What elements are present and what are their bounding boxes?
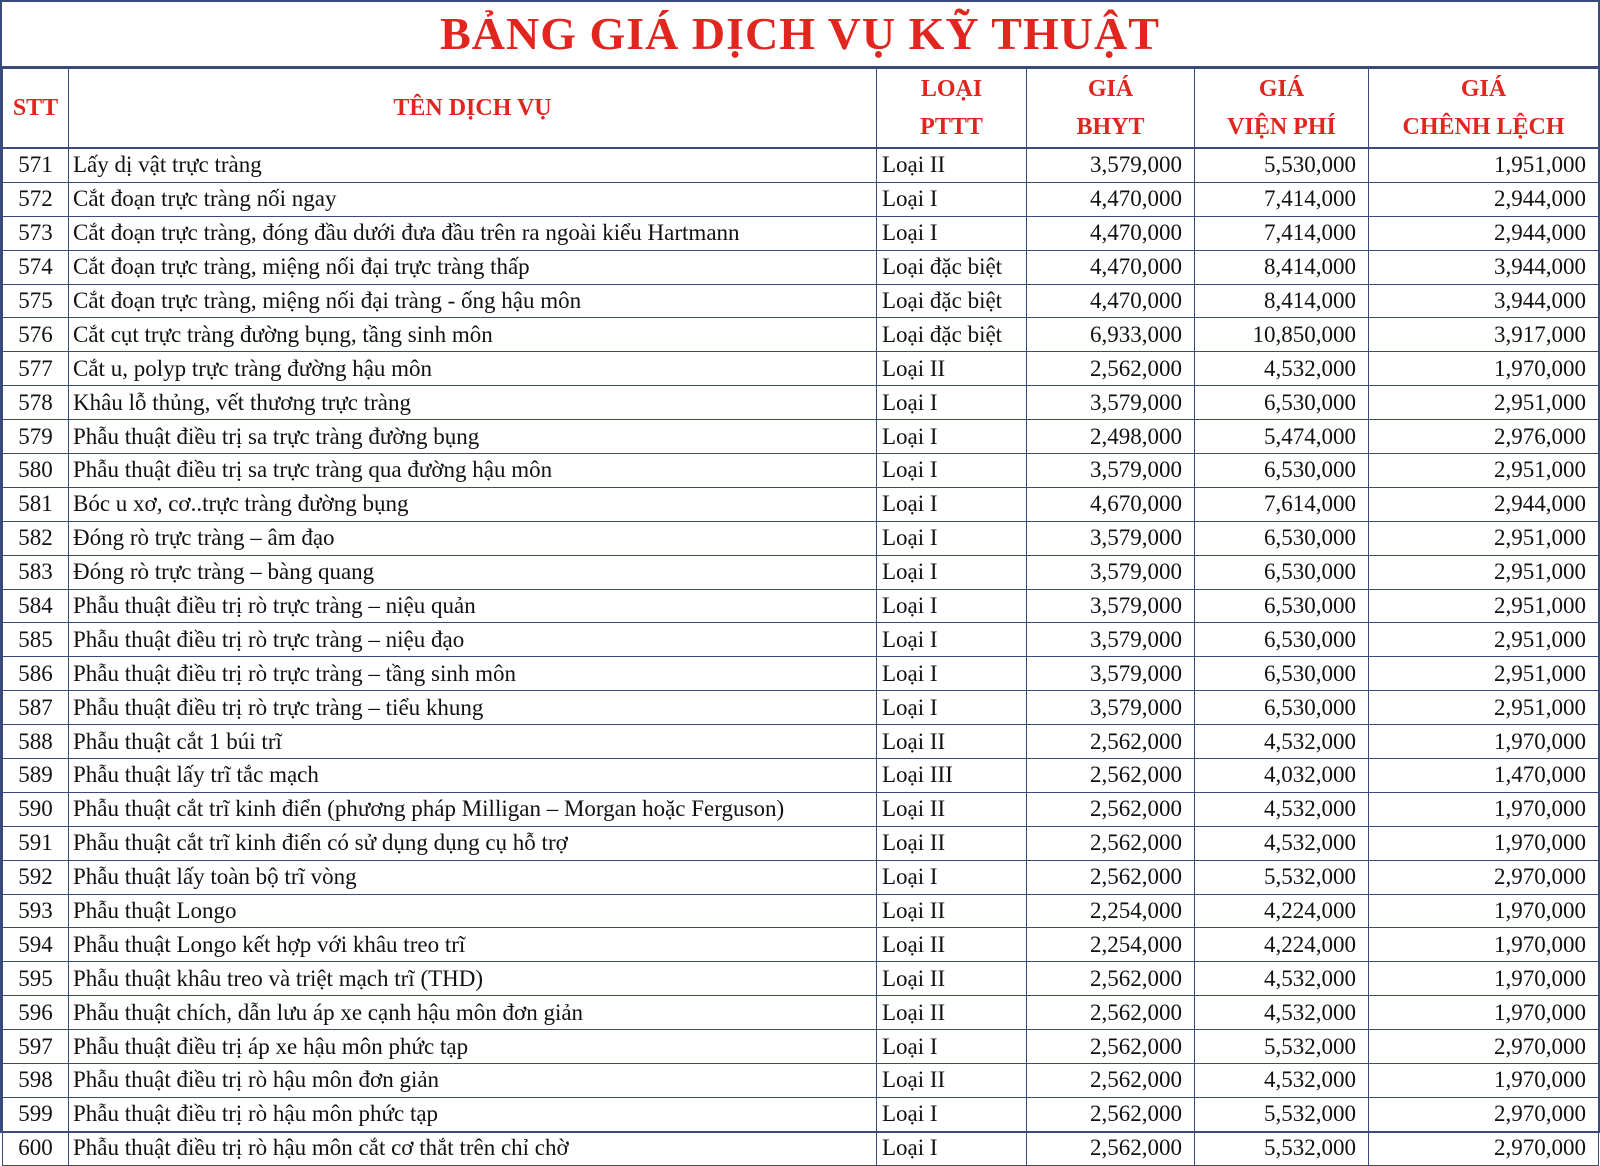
- cell-gia-bhyt: 2,498,000: [1027, 420, 1195, 454]
- column-header-loai-pttt: [877, 69, 1027, 149]
- cell-gia-bhyt: 4,470,000: [1027, 250, 1195, 284]
- cell-loai-pttt: Loại đặc biệt: [877, 318, 1027, 352]
- table-row: [3, 420, 1599, 454]
- cell-gia-bhyt: 2,562,000: [1027, 759, 1195, 793]
- table-row: [3, 860, 1599, 894]
- cell-loai-pttt: Loại II: [877, 725, 1027, 759]
- column-header-gia-vien-phi: [1195, 69, 1369, 149]
- cell-gia-vien-phi: 6,530,000: [1195, 589, 1369, 623]
- cell-stt: 581: [3, 487, 69, 521]
- cell-gia-chenh-lech: 2,951,000: [1369, 555, 1599, 589]
- cell-loai-pttt: Loại I: [877, 555, 1027, 589]
- cell-stt: 592: [3, 860, 69, 894]
- cell-stt: 587: [3, 691, 69, 725]
- table-row: [3, 555, 1599, 589]
- cell-gia-chenh-lech: 2,951,000: [1369, 454, 1599, 488]
- cell-gia-chenh-lech: 2,976,000: [1369, 420, 1599, 454]
- cell-loai-pttt: Loại II: [877, 962, 1027, 996]
- cell-gia-bhyt: 2,562,000: [1027, 792, 1195, 826]
- cell-ten-dich-vu: Phẫu thuật chích, dẫn lưu áp xe cạnh hậu môn đơn giản: [69, 996, 877, 1030]
- cell-gia-vien-phi: 7,614,000: [1195, 487, 1369, 521]
- cell-gia-vien-phi: 8,414,000: [1195, 250, 1369, 284]
- cell-gia-bhyt: 6,933,000: [1027, 318, 1195, 352]
- cell-gia-chenh-lech: 1,970,000: [1369, 928, 1599, 962]
- cell-ten-dich-vu: Phẫu thuật lấy toàn bộ trĩ vòng: [69, 860, 877, 894]
- cell-ten-dich-vu: Phẫu thuật điều trị rò trực tràng – niệu quản: [69, 589, 877, 623]
- cell-loai-pttt: Loại I: [877, 1131, 1027, 1165]
- cell-ten-dich-vu: Phẫu thuật điều trị sa trực tràng đường bụng: [69, 420, 877, 454]
- cell-gia-bhyt: 2,562,000: [1027, 1030, 1195, 1064]
- cell-gia-chenh-lech: 1,970,000: [1369, 725, 1599, 759]
- cell-gia-bhyt: 2,562,000: [1027, 996, 1195, 1030]
- table-row: [3, 826, 1599, 860]
- table-row: [3, 623, 1599, 657]
- cell-gia-bhyt: 4,670,000: [1027, 487, 1195, 521]
- cell-stt: 576: [3, 318, 69, 352]
- cell-ten-dich-vu: Lấy dị vật trực tràng: [69, 148, 877, 182]
- table-row: [3, 589, 1599, 623]
- cell-gia-vien-phi: 10,850,000: [1195, 318, 1369, 352]
- cell-gia-vien-phi: 5,532,000: [1195, 860, 1369, 894]
- table-row: [3, 318, 1599, 352]
- cell-gia-bhyt: 3,579,000: [1027, 657, 1195, 691]
- table-row: [3, 250, 1599, 284]
- cell-stt: 597: [3, 1030, 69, 1064]
- cell-gia-chenh-lech: 1,951,000: [1369, 148, 1599, 182]
- cell-gia-vien-phi: 6,530,000: [1195, 623, 1369, 657]
- cell-stt: 578: [3, 386, 69, 420]
- cell-stt: 598: [3, 1064, 69, 1098]
- cell-loai-pttt: Loại II: [877, 826, 1027, 860]
- cell-gia-bhyt: 2,562,000: [1027, 826, 1195, 860]
- cell-gia-chenh-lech: 3,944,000: [1369, 250, 1599, 284]
- cell-gia-vien-phi: 6,530,000: [1195, 555, 1369, 589]
- cell-gia-vien-phi: 4,532,000: [1195, 792, 1369, 826]
- cell-stt: 580: [3, 454, 69, 488]
- cell-gia-chenh-lech: 1,970,000: [1369, 352, 1599, 386]
- cell-stt: 600: [3, 1131, 69, 1165]
- cell-gia-chenh-lech: 1,970,000: [1369, 826, 1599, 860]
- table-row: [3, 1131, 1599, 1165]
- column-header-loai-line2: PTTT: [920, 114, 983, 140]
- cell-gia-bhyt: 3,579,000: [1027, 454, 1195, 488]
- cell-gia-chenh-lech: 1,470,000: [1369, 759, 1599, 793]
- cell-loai-pttt: Loại I: [877, 454, 1027, 488]
- page-title: BẢNG GIÁ DỊCH VỤ KỸ THUẬT: [2, 2, 1598, 68]
- cell-stt: 591: [3, 826, 69, 860]
- table-row: [3, 284, 1599, 318]
- table-row: [3, 1064, 1599, 1098]
- table-row: [3, 216, 1599, 250]
- cell-loai-pttt: Loại II: [877, 148, 1027, 182]
- cell-gia-bhyt: 2,254,000: [1027, 894, 1195, 928]
- column-header-loai-line1: LOẠI: [920, 75, 983, 102]
- cell-stt: 589: [3, 759, 69, 793]
- cell-gia-bhyt: 3,579,000: [1027, 386, 1195, 420]
- cell-gia-bhyt: 2,562,000: [1027, 352, 1195, 386]
- cell-gia-bhyt: 3,579,000: [1027, 691, 1195, 725]
- cell-gia-vien-phi: 6,530,000: [1195, 691, 1369, 725]
- cell-gia-bhyt: 2,562,000: [1027, 1131, 1195, 1165]
- column-header-ten-dich-vu: TÊN DỊCH VỤ: [69, 69, 877, 149]
- cell-gia-vien-phi: 6,530,000: [1195, 657, 1369, 691]
- cell-gia-vien-phi: 4,532,000: [1195, 826, 1369, 860]
- price-table: [2, 68, 1599, 1166]
- cell-gia-bhyt: 3,579,000: [1027, 623, 1195, 657]
- cell-gia-vien-phi: 6,530,000: [1195, 521, 1369, 555]
- cell-gia-chenh-lech: 1,970,000: [1369, 1064, 1599, 1098]
- table-row: [3, 928, 1599, 962]
- cell-ten-dich-vu: Cắt u, polyp trực tràng đường hậu môn: [69, 352, 877, 386]
- cell-gia-chenh-lech: 2,951,000: [1369, 691, 1599, 725]
- cell-stt: 596: [3, 996, 69, 1030]
- column-header-gia-bhyt: [1027, 69, 1195, 149]
- cell-gia-chenh-lech: 1,970,000: [1369, 792, 1599, 826]
- table-header-row: [3, 69, 1599, 149]
- table-row: [3, 386, 1599, 420]
- cell-gia-vien-phi: 8,414,000: [1195, 284, 1369, 318]
- cell-gia-vien-phi: 5,532,000: [1195, 1097, 1369, 1131]
- cell-loai-pttt: Loại III: [877, 759, 1027, 793]
- cell-ten-dich-vu: Phẫu thuật khâu treo và triệt mạch trĩ (THD): [69, 962, 877, 996]
- cell-gia-bhyt: 3,579,000: [1027, 148, 1195, 182]
- cell-ten-dich-vu: Cắt cụt trực tràng đường bụng, tầng sinh môn: [69, 318, 877, 352]
- cell-stt: 584: [3, 589, 69, 623]
- cell-ten-dich-vu: Đóng rò trực tràng – âm đạo: [69, 521, 877, 555]
- cell-gia-vien-phi: 4,532,000: [1195, 1064, 1369, 1098]
- cell-gia-bhyt: 3,579,000: [1027, 555, 1195, 589]
- cell-gia-chenh-lech: 3,917,000: [1369, 318, 1599, 352]
- cell-loai-pttt: Loại II: [877, 1064, 1027, 1098]
- cell-stt: 579: [3, 420, 69, 454]
- cell-gia-chenh-lech: 2,951,000: [1369, 623, 1599, 657]
- cell-gia-chenh-lech: 3,944,000: [1369, 284, 1599, 318]
- cell-loai-pttt: Loại I: [877, 1030, 1027, 1064]
- table-row: [3, 725, 1599, 759]
- cell-loai-pttt: Loại I: [877, 420, 1027, 454]
- table-row: [3, 1030, 1599, 1064]
- table-row: [3, 487, 1599, 521]
- cell-gia-vien-phi: 5,530,000: [1195, 148, 1369, 182]
- cell-gia-bhyt: 4,470,000: [1027, 182, 1195, 216]
- table-row: [3, 691, 1599, 725]
- cell-ten-dich-vu: Phẫu thuật cắt 1 búi trĩ: [69, 725, 877, 759]
- cell-gia-vien-phi: 4,532,000: [1195, 352, 1369, 386]
- cell-gia-bhyt: 3,579,000: [1027, 589, 1195, 623]
- cell-gia-chenh-lech: 1,970,000: [1369, 962, 1599, 996]
- table-row: [3, 454, 1599, 488]
- cell-loai-pttt: Loại I: [877, 216, 1027, 250]
- cell-gia-vien-phi: 7,414,000: [1195, 216, 1369, 250]
- cell-gia-bhyt: 2,254,000: [1027, 928, 1195, 962]
- cell-gia-chenh-lech: 2,970,000: [1369, 1131, 1599, 1165]
- cell-ten-dich-vu: Phẫu thuật Longo: [69, 894, 877, 928]
- cell-gia-bhyt: 2,562,000: [1027, 962, 1195, 996]
- cell-gia-bhyt: 3,579,000: [1027, 521, 1195, 555]
- cell-gia-vien-phi: 4,224,000: [1195, 894, 1369, 928]
- cell-loai-pttt: Loại I: [877, 521, 1027, 555]
- cell-gia-vien-phi: 4,532,000: [1195, 962, 1369, 996]
- cell-ten-dich-vu: Cắt đoạn trực tràng, miệng nối đại trực tràng thấp: [69, 250, 877, 284]
- cell-gia-bhyt: 2,562,000: [1027, 1064, 1195, 1098]
- cell-stt: 574: [3, 250, 69, 284]
- cell-gia-chenh-lech: 2,951,000: [1369, 386, 1599, 420]
- cell-ten-dich-vu: Phẫu thuật điều trị rò hậu môn cắt cơ thắt trên chỉ chờ: [69, 1131, 877, 1165]
- cell-loai-pttt: Loại I: [877, 691, 1027, 725]
- table-row: [3, 1097, 1599, 1131]
- cell-stt: 582: [3, 521, 69, 555]
- cell-stt: 595: [3, 962, 69, 996]
- cell-gia-chenh-lech: 2,970,000: [1369, 1030, 1599, 1064]
- cell-loai-pttt: Loại đặc biệt: [877, 284, 1027, 318]
- cell-ten-dich-vu: Phẫu thuật cắt trĩ kinh điển (phương pháp Milligan – Morgan hoặc Ferguson): [69, 792, 877, 826]
- cell-gia-vien-phi: 4,532,000: [1195, 996, 1369, 1030]
- cell-loai-pttt: Loại I: [877, 623, 1027, 657]
- cell-loai-pttt: Loại II: [877, 352, 1027, 386]
- cell-stt: 583: [3, 555, 69, 589]
- table-row: [3, 657, 1599, 691]
- cell-gia-vien-phi: 4,224,000: [1195, 928, 1369, 962]
- cell-ten-dich-vu: Đóng rò trực tràng – bàng quang: [69, 555, 877, 589]
- cell-ten-dich-vu: Phẫu thuật lấy trĩ tắc mạch: [69, 759, 877, 793]
- table-row: [3, 352, 1599, 386]
- cell-gia-vien-phi: 6,530,000: [1195, 454, 1369, 488]
- cell-stt: 573: [3, 216, 69, 250]
- cell-gia-vien-phi: 6,530,000: [1195, 386, 1369, 420]
- column-header-vienphi-line1: GIÁ: [1258, 75, 1305, 102]
- cell-loai-pttt: Loại I: [877, 182, 1027, 216]
- cell-gia-chenh-lech: 2,944,000: [1369, 487, 1599, 521]
- cell-ten-dich-vu: Phẫu thuật điều trị rò hậu môn phức tạp: [69, 1097, 877, 1131]
- column-header-bhyt-line2: BHYT: [1076, 114, 1145, 140]
- cell-loai-pttt: Loại I: [877, 860, 1027, 894]
- cell-stt: 575: [3, 284, 69, 318]
- cell-gia-vien-phi: 4,532,000: [1195, 725, 1369, 759]
- table-row: [3, 148, 1599, 182]
- cell-ten-dich-vu: Cắt đoạn trực tràng nối ngay: [69, 182, 877, 216]
- cell-gia-chenh-lech: 2,944,000: [1369, 182, 1599, 216]
- cell-loai-pttt: Loại I: [877, 1097, 1027, 1131]
- cell-ten-dich-vu: Khâu lỗ thủng, vết thương trực tràng: [69, 386, 877, 420]
- cell-gia-chenh-lech: 1,970,000: [1369, 996, 1599, 1030]
- cell-stt: 586: [3, 657, 69, 691]
- cell-loai-pttt: Loại II: [877, 894, 1027, 928]
- cell-loai-pttt: Loại II: [877, 928, 1027, 962]
- cell-stt: 599: [3, 1097, 69, 1131]
- cell-stt: 571: [3, 148, 69, 182]
- cell-ten-dich-vu: Phẫu thuật điều trị rò trực tràng – tầng sinh môn: [69, 657, 877, 691]
- column-header-chenhlech-line1: GIÁ: [1460, 75, 1507, 102]
- cell-loai-pttt: Loại I: [877, 589, 1027, 623]
- cell-loai-pttt: Loại I: [877, 657, 1027, 691]
- cell-gia-chenh-lech: 2,951,000: [1369, 589, 1599, 623]
- column-header-bhyt-line1: GIÁ: [1087, 75, 1134, 102]
- cell-stt: 577: [3, 352, 69, 386]
- column-header-stt: STT: [3, 69, 69, 149]
- table-row: [3, 759, 1599, 793]
- cell-gia-bhyt: 2,562,000: [1027, 725, 1195, 759]
- column-header-chenhlech-line2: CHÊNH LỆCH: [1402, 114, 1565, 140]
- column-header-gia-chenh-lech: [1369, 69, 1599, 149]
- cell-gia-chenh-lech: 2,944,000: [1369, 216, 1599, 250]
- cell-loai-pttt: Loại I: [877, 386, 1027, 420]
- cell-ten-dich-vu: Cắt đoạn trực tràng, đóng đầu dưới đưa đầu trên ra ngoài kiểu Hartmann: [69, 216, 877, 250]
- table-row: [3, 182, 1599, 216]
- cell-gia-bhyt: 2,562,000: [1027, 1097, 1195, 1131]
- cell-stt: 590: [3, 792, 69, 826]
- table-row: [3, 792, 1599, 826]
- table-body: [3, 148, 1599, 1165]
- cell-gia-chenh-lech: 2,951,000: [1369, 521, 1599, 555]
- cell-loai-pttt: Loại II: [877, 792, 1027, 826]
- cell-gia-chenh-lech: 2,970,000: [1369, 860, 1599, 894]
- cell-ten-dich-vu: Phẫu thuật điều trị sa trực tràng qua đường hậu môn: [69, 454, 877, 488]
- cell-gia-chenh-lech: 1,970,000: [1369, 894, 1599, 928]
- cell-gia-bhyt: 2,562,000: [1027, 860, 1195, 894]
- cell-gia-vien-phi: 5,474,000: [1195, 420, 1369, 454]
- cell-stt: 588: [3, 725, 69, 759]
- cell-ten-dich-vu: Phẫu thuật điều trị áp xe hậu môn phức tạp: [69, 1030, 877, 1064]
- cell-ten-dich-vu: Phẫu thuật cắt trĩ kinh điển có sử dụng dụng cụ hỗ trợ: [69, 826, 877, 860]
- cell-ten-dich-vu: Cắt đoạn trực tràng, miệng nối đại tràng - ống hậu môn: [69, 284, 877, 318]
- column-header-vienphi-line2: VIỆN PHÍ: [1227, 114, 1336, 140]
- cell-loai-pttt: Loại II: [877, 996, 1027, 1030]
- cell-gia-vien-phi: 7,414,000: [1195, 182, 1369, 216]
- cell-stt: 593: [3, 894, 69, 928]
- table-row: [3, 521, 1599, 555]
- cell-ten-dich-vu: Phẫu thuật điều trị rò hậu môn đơn giản: [69, 1064, 877, 1098]
- table-row: [3, 996, 1599, 1030]
- cell-stt: 594: [3, 928, 69, 962]
- cell-ten-dich-vu: Phẫu thuật Longo kết hợp với khâu treo trĩ: [69, 928, 877, 962]
- cell-ten-dich-vu: Phẫu thuật điều trị rò trực tràng – tiểu khung: [69, 691, 877, 725]
- cell-stt: 572: [3, 182, 69, 216]
- cell-gia-bhyt: 4,470,000: [1027, 216, 1195, 250]
- cell-loai-pttt: Loại đặc biệt: [877, 250, 1027, 284]
- cell-loai-pttt: Loại I: [877, 487, 1027, 521]
- table-row: [3, 894, 1599, 928]
- cell-gia-vien-phi: 4,032,000: [1195, 759, 1369, 793]
- cell-ten-dich-vu: Bóc u xơ, cơ..trực tràng đường bụng: [69, 487, 877, 521]
- cell-ten-dich-vu: Phẫu thuật điều trị rò trực tràng – niệu đạo: [69, 623, 877, 657]
- cell-gia-chenh-lech: 2,970,000: [1369, 1097, 1599, 1131]
- cell-stt: 585: [3, 623, 69, 657]
- table-row: [3, 962, 1599, 996]
- cell-gia-chenh-lech: 2,951,000: [1369, 657, 1599, 691]
- cell-gia-vien-phi: 5,532,000: [1195, 1131, 1369, 1165]
- cell-gia-bhyt: 4,470,000: [1027, 284, 1195, 318]
- cell-gia-vien-phi: 5,532,000: [1195, 1030, 1369, 1064]
